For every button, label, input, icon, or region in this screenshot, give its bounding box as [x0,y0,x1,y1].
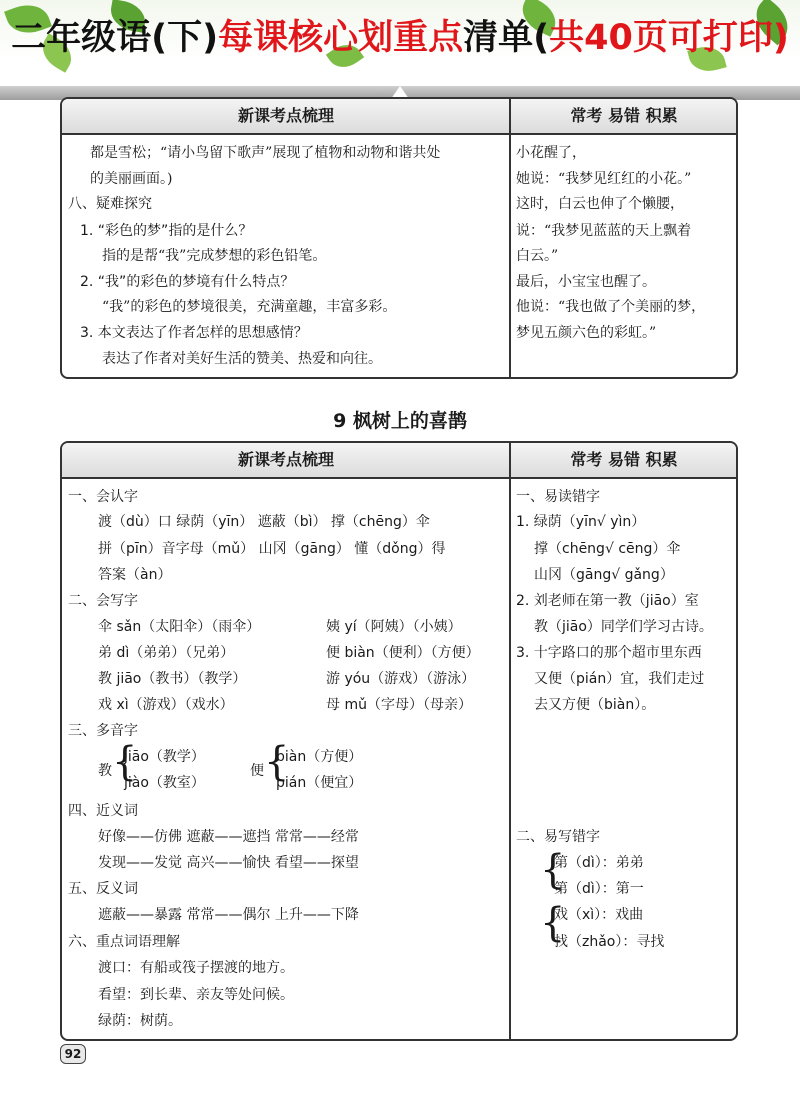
text-line: 这时，白云也伸了个懒腰， [516,196,684,212]
pronunciation: jiāo（教学） [124,749,205,765]
polyphone-char: 便 [250,763,264,779]
column-title-common-mistakes: 常考 易错 积累 [570,106,678,125]
text-line: 伞 sǎn（太阳伞）（雨伞） [98,619,261,635]
text-line: 答案（àn） [98,567,172,583]
text-line: 去又方便（biàn）。 [534,697,656,713]
section-heading: 六、重点词语理解 [68,934,180,950]
text-line: 1. 绿荫（yīn√ yìn） [516,514,646,530]
answer: 表达了作者对美好生活的赞美、热爱和向往。 [102,351,382,367]
brace-icon: { [540,847,566,893]
polyphone-char: 教 [98,763,112,779]
answer: “我”的彩色的梦境很美，充满童趣，丰富多彩。 [102,299,397,315]
text-line: 弟 dì（弟弟）（兄弟） [98,645,235,661]
lesson-title: 9 枫树上的喜鹊 [333,410,467,432]
section-heading: 五、反义词 [68,881,138,897]
text-line: 她说：“我梦见红红的小花。” [516,171,692,187]
text-line: 遮蔽——暴露 常常——偶尔 上升——下降 [98,907,359,923]
brace-icon: { [264,739,290,785]
text-line: 渡口：有船或筏子摆渡的地方。 [98,960,294,976]
section-heading: 四、近义词 [68,803,138,819]
text-line: 发现——发觉 高兴——愉快 看望——探望 [98,855,359,871]
text-line: 的美丽画面。) [90,171,173,187]
section-heading: 一、易读错字 [516,489,600,505]
text-line: 白云。” [516,248,559,264]
text-line: 都是雪松；“请小鸟留下歌声”展现了植物和动物和谐共处 [90,145,441,161]
notes-table-lesson-9 [60,441,738,1041]
text-line: 姨 yí（阿姨）（小姨） [326,619,462,635]
text-line: 2. 刘老师在第一教（jiāo）室 [516,593,699,609]
text-line: 最后，小宝宝也醒了。 [516,274,656,290]
table-header [62,99,736,135]
text-line: 母 mǔ（字母）（母亲） [326,697,472,713]
text-line: 说：“我梦见蓝蓝的天上飘着 [516,223,692,239]
text-line: 拼（pīn）音字母（mǔ） 山冈（gāng） 懂（dǒng）得 [98,541,446,557]
text-line: 山冈（gāng√ gǎng） [534,567,674,583]
text-line: 教 jiāo（教书）（教学） [98,671,247,687]
text-line: 找（zhǎo）：寻找 [554,934,665,950]
pronunciation: pián（便宜） [276,775,363,791]
text-line: 小花醒了， [516,145,586,161]
pronunciation: jiào（教室） [124,775,205,791]
column-divider [509,99,511,377]
text-line: 他说：“我也做了个美丽的梦， [516,299,706,315]
text-line: 梦见五颜六色的彩虹。” [516,325,657,341]
text-line: 渡（dù）口 绿荫（yīn） 遮蔽（bì） 撑（chēng）伞 [98,514,430,530]
text-line: 戏 xì（游戏）（戏水） [98,697,234,713]
answer: 指的是帮“我”完成梦想的彩色铅笔。 [102,248,327,264]
table-header [62,443,736,479]
column-title-key-points: 新课考点梳理 [237,450,334,469]
brace-icon: { [540,900,566,946]
section-heading: 二、会写字 [68,593,138,609]
page-number: 92 [60,1044,86,1064]
text-line: 游 yóu（游戏）（游泳） [326,671,476,687]
text-line: 第（dì）：第一 [554,881,644,897]
section-heading: 三、多音字 [68,723,138,739]
section-heading: 二、易写错字 [516,829,600,845]
pronunciation: biàn（方便） [276,749,363,765]
text-line: 3. 十字路口的那个超市里东西 [516,645,702,661]
text-line: 好像——仿佛 遮蔽——遮挡 常常——经常 [98,829,359,845]
page-banner [0,0,800,86]
section-heading: 一、会认字 [68,489,138,505]
question: 3. 本文表达了作者怎样的思想感情？ [80,325,308,341]
text-line: 戏（xì）：戏曲 [554,907,644,923]
text-line: 第（dì）：弟弟 [554,855,644,871]
section-heading: 八、疑难探究 [68,196,152,212]
column-divider [509,443,511,1039]
text-line: 看望：到长辈、亲友等处问候。 [98,987,294,1003]
brace-icon: { [112,739,138,785]
question: 2. “我”的彩色的梦境有什么特点？ [80,274,295,290]
question: 1. “彩色的梦”指的是什么？ [80,223,253,239]
page-title: 二年级语(下)每课核心划重点清单(共40页可打印) [11,18,789,58]
column-title-common-mistakes: 常考 易错 积累 [570,450,678,469]
column-title-key-points: 新课考点梳理 [237,106,334,125]
text-line: 撑（chēng√ cēng）伞 [534,541,681,557]
text-line: 教（jiāo）同学们学习古诗。 [534,619,713,635]
text-line: 绿荫：树荫。 [98,1013,182,1029]
text-line: 又便（pián）宜，我们走过 [534,671,705,687]
text-line: 便 biàn（便利）（方便） [326,645,480,661]
